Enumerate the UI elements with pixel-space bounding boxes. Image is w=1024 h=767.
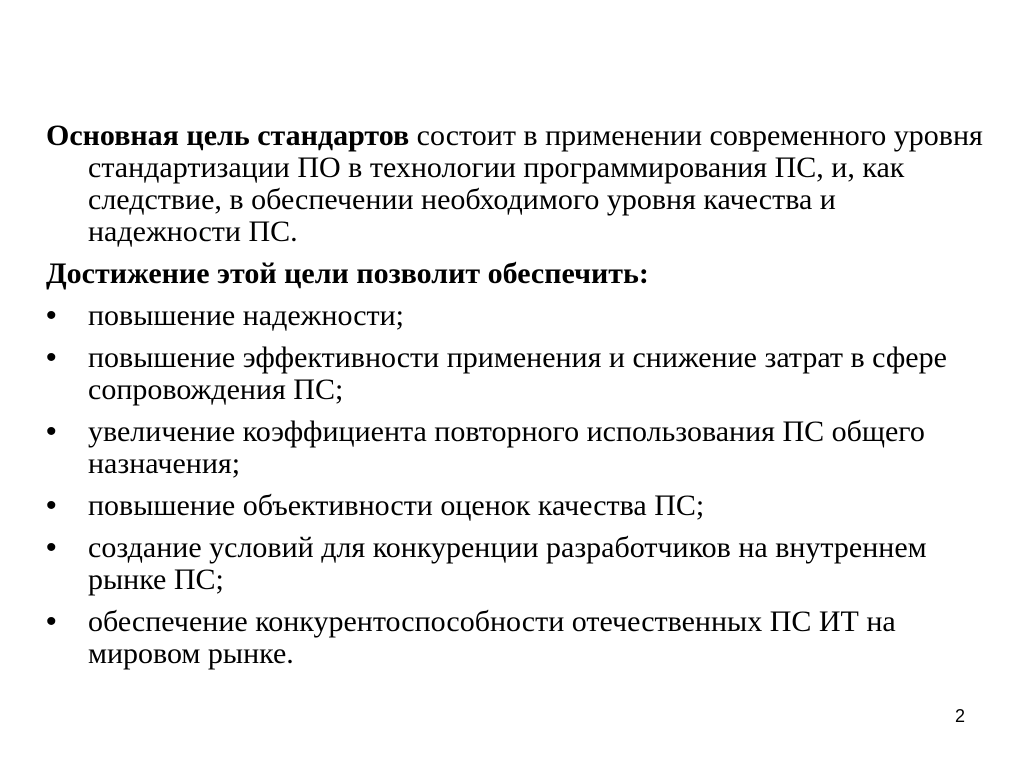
slide-body — [46, 120, 986, 680]
list-item — [46, 342, 986, 406]
intro-text: состоит в применении современного уровня стандартизации ПО в технологии программирования ПС, и, как следствие, в обеспечении необходимого уровня качества и надежности ПС. — [88, 119, 983, 248]
list-item — [46, 606, 986, 670]
bullet-icon: • — [46, 489, 57, 522]
list-item-text: увеличение коэффициента повторного использования ПС общего назначения; — [88, 415, 925, 480]
intro-paragraph — [46, 120, 986, 248]
benefits-list — [46, 300, 986, 670]
list-item — [46, 300, 986, 332]
bullet-icon: • — [46, 415, 57, 448]
list-item-text: повышение объективности оценок качества ПС; — [88, 489, 705, 522]
list-item-text: повышение эффективности применения и снижение затрат в сфере сопровождения ПС; — [88, 341, 947, 406]
list-item — [46, 416, 986, 480]
goal-heading: Достижение этой цели позволит обеспечить: — [46, 257, 649, 290]
bullet-icon: • — [46, 531, 57, 564]
list-item — [46, 532, 986, 596]
bullet-icon: • — [46, 341, 57, 374]
list-item-text: создание условий для конкуренции разработчиков на внутреннем рынке ПС; — [88, 531, 927, 596]
bullet-icon: • — [46, 299, 57, 332]
intro-bold-lead: Основная цель стандартов — [46, 119, 410, 152]
list-item-text: повышение надежности; — [88, 299, 405, 332]
list-item-text: обеспечение конкурентоспособности отечественных ПС ИТ на мировом рынке. — [88, 605, 896, 670]
bullet-icon: • — [46, 605, 57, 638]
list-item — [46, 490, 986, 522]
page-number: 2 — [955, 706, 966, 726]
